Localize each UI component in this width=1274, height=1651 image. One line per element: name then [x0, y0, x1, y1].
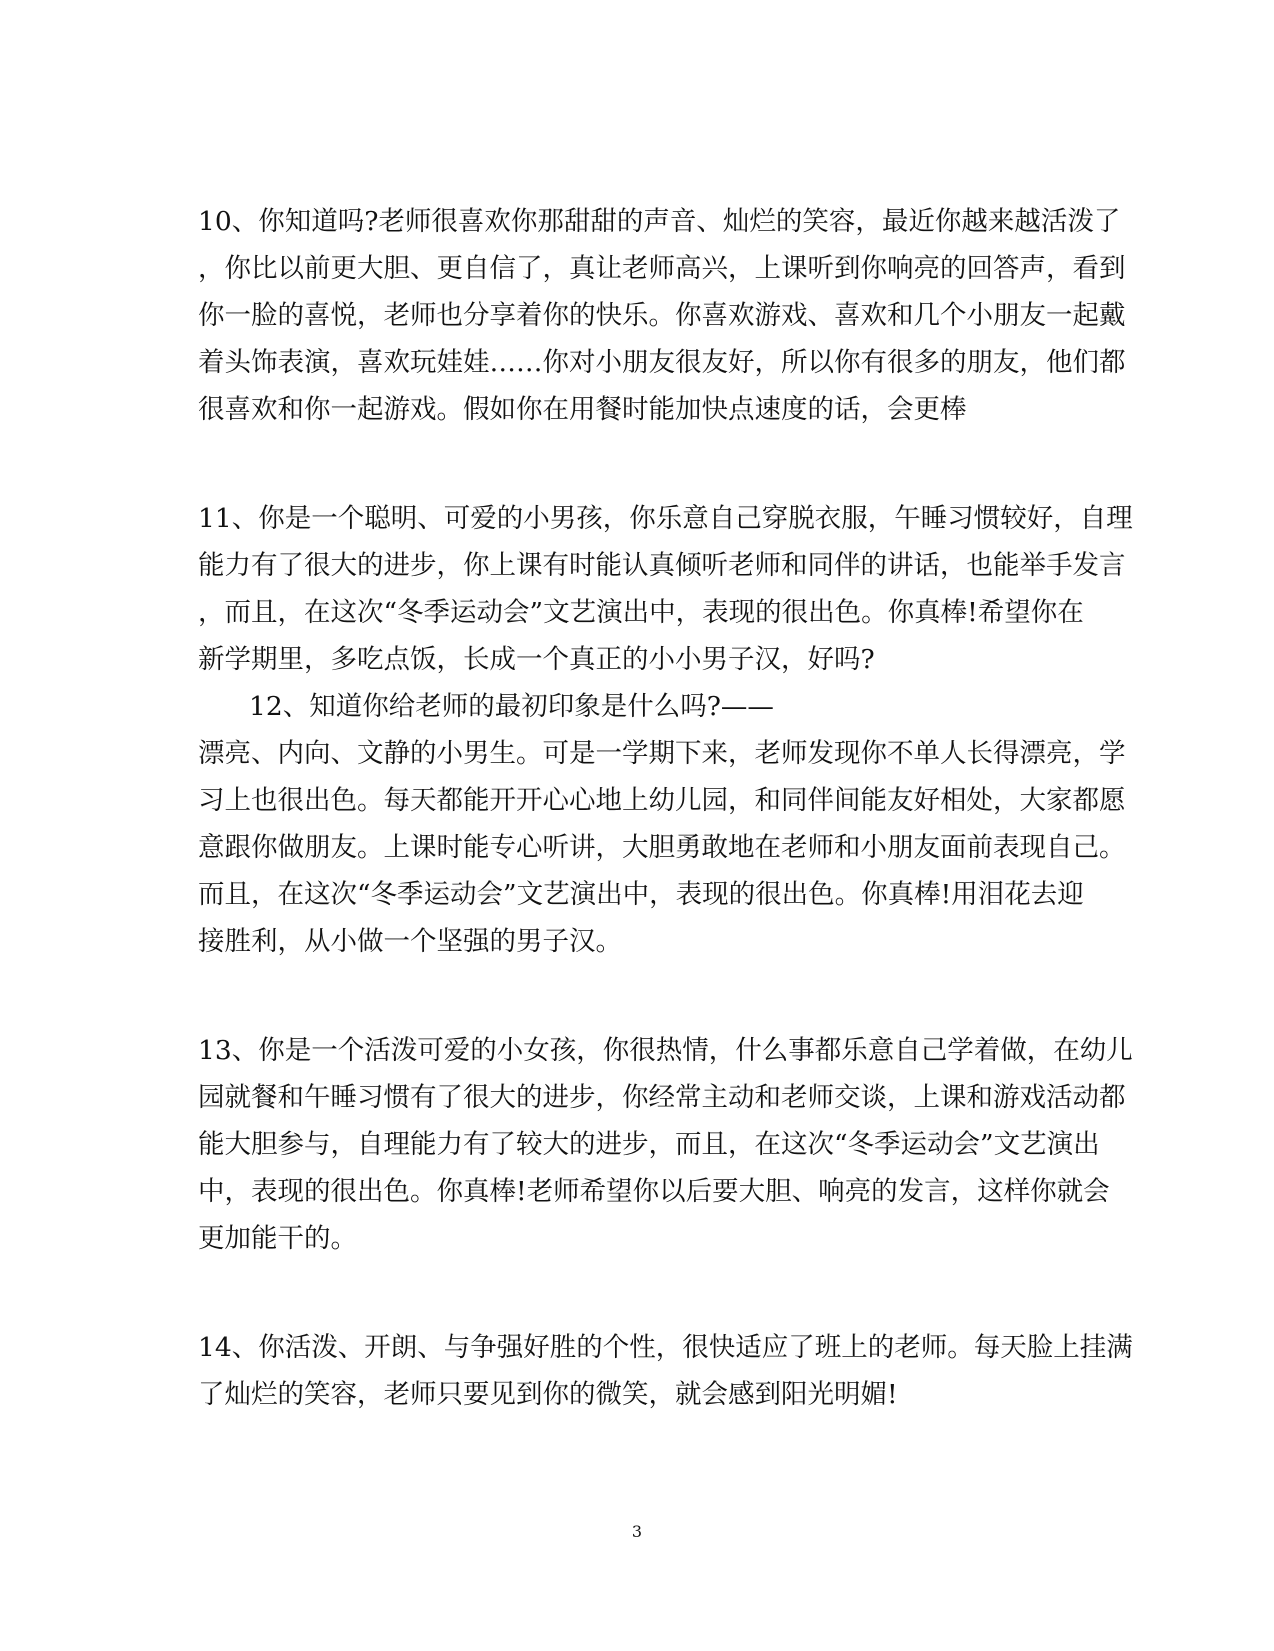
- page-number: 3: [631, 1522, 643, 1541]
- paragraph-13-line-1: 13、你是一个活泼可爱的小女孩，你很热情，什么事都乐意自己学着做，在幼儿: [198, 1035, 1133, 1066]
- paragraph-12-line-3: 习上也很出色。每天都能开开心心地上幼儿园，和同伴间能友好相处，大家都愿: [198, 785, 1126, 816]
- paragraph-13-line-4: 中，表现的很出色。你真棒!老师希望你以后要大胆、响亮的发言，这样你就会: [198, 1176, 1110, 1207]
- paragraph-12-line-5: 而且，在这次“冬季运动会”文艺演出中，表现的很出色。你真棒!用泪花去迎: [198, 879, 1084, 910]
- paragraph-13-line-3: 能大胆参与，自理能力有了较大的进步，而且，在这次“冬季运动会”文艺演出: [198, 1129, 1100, 1160]
- paragraph-11-line-4: 新学期里，多吃点饭，长成一个真正的小小男子汉，好吗?: [198, 644, 875, 675]
- paragraph-12-line-4: 意跟你做朋友。上课时能专心听讲，大胆勇敢地在老师和小朋友面前表现自己。: [198, 832, 1126, 863]
- paragraph-11-line-3: ，而且，在这次“冬季运动会”文艺演出中，表现的很出色。你真棒!希望你在: [198, 597, 1084, 628]
- paragraph-11-line-2: 能力有了很大的进步，你上课有时能认真倾听老师和同伴的讲话，也能举手发言: [198, 550, 1126, 581]
- paragraph-12-line-1: 12、知道你给老师的最初印象是什么吗?——: [249, 691, 774, 722]
- paragraph-13-line-2: 园就餐和午睡习惯有了很大的进步，你经常主动和老师交谈，上课和游戏活动都: [198, 1082, 1126, 1113]
- paragraph-14-line-1: 14、你活泼、开朗、与争强好胜的个性，很快适应了班上的老师。每天脸上挂满: [198, 1332, 1133, 1363]
- paragraph-10-line-4: 着头饰表演，喜欢玩娃娃……你对小朋友很友好，所以你有很多的朋友，他们都: [198, 347, 1126, 378]
- paragraph-10-line-3: 你一脸的喜悦，老师也分享着你的快乐。你喜欢游戏、喜欢和几个小朋友一起戴: [198, 300, 1126, 331]
- paragraph-10-line-5: 很喜欢和你一起游戏。假如你在用餐时能加快点速度的话，会更棒: [198, 394, 967, 425]
- paragraph-14-line-2: 了灿烂的笑容，老师只要见到你的微笑，就会感到阳光明媚!: [198, 1379, 898, 1410]
- paragraph-10-line-2: ，你比以前更大胆、更自信了，真让老师高兴，上课听到你响亮的回答声，看到: [198, 253, 1126, 284]
- paragraph-12-line-2: 漂亮、内向、文静的小男生。可是一学期下来，老师发现你不单人长得漂亮，学: [198, 738, 1126, 769]
- paragraph-11-line-1: 11、你是一个聪明、可爱的小男孩，你乐意自己穿脱衣服，午睡习惯较好，自理: [198, 503, 1133, 534]
- paragraph-12-line-6: 接胜利，从小做一个坚强的男子汉。: [198, 926, 622, 957]
- paragraph-13-line-5: 更加能干的。: [198, 1223, 357, 1254]
- paragraph-10-line-1: 10、你知道吗?老师很喜欢你那甜甜的声音、灿烂的笑容，最近你越来越活泼了: [198, 206, 1121, 237]
